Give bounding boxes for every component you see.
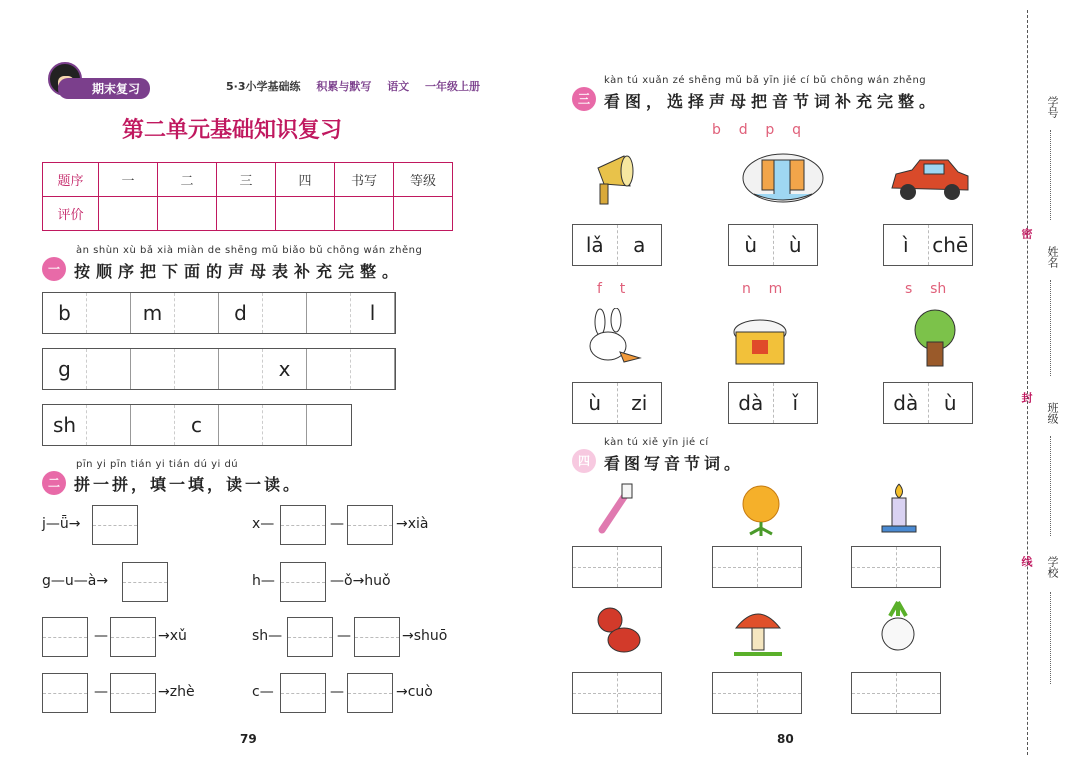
- header-book: 积累与默写: [316, 80, 372, 93]
- binding-line: [1027, 10, 1028, 755]
- syllable-part: chē: [932, 233, 969, 257]
- score-cell[interactable]: [276, 197, 335, 231]
- car-icon: [886, 154, 972, 206]
- consonant-blank[interactable]: [131, 349, 175, 389]
- syllable-part: dà: [884, 383, 929, 423]
- letter-choices-1: f t: [597, 281, 626, 297]
- spell-answer-box[interactable]: [287, 617, 333, 657]
- spell-label: →shuō: [402, 628, 448, 644]
- syllable-part: ǐ: [792, 391, 799, 415]
- consonant-blank[interactable]: [175, 293, 219, 333]
- consonant-blank[interactable]: [263, 293, 307, 333]
- syllable-box[interactable]: [572, 382, 662, 424]
- score-cell[interactable]: [158, 197, 217, 231]
- tree-icon: [902, 308, 968, 370]
- consonant-blank[interactable]: [219, 349, 263, 389]
- student-number-label: 学号: [1046, 96, 1059, 118]
- consonant-row-3: [42, 404, 352, 446]
- consonant-cell: l: [351, 293, 395, 333]
- consonant-blank[interactable]: [307, 405, 351, 445]
- score-header: 书写: [335, 163, 394, 197]
- consonant-blank[interactable]: [87, 293, 131, 333]
- spell-answer-box[interactable]: [110, 673, 156, 713]
- section1-number: 一: [42, 257, 66, 281]
- score-cell[interactable]: [335, 197, 394, 231]
- consonant-blank[interactable]: [131, 405, 175, 445]
- score-row-label: 评价: [43, 197, 99, 231]
- spell-label: —: [94, 628, 108, 644]
- syllable-part: ù: [943, 391, 957, 415]
- spell-answer-box[interactable]: [110, 617, 156, 657]
- spell-label: →xià: [396, 516, 429, 532]
- spell-label: c—: [252, 684, 274, 700]
- class-line[interactable]: [1050, 436, 1051, 536]
- page-number-left: 79: [240, 732, 257, 746]
- school-line[interactable]: [1050, 592, 1051, 684]
- seal-mark-xian: 线: [1020, 556, 1033, 567]
- letter-choices-2: n m: [742, 281, 783, 297]
- consonant-cell: b: [43, 293, 87, 333]
- score-cell[interactable]: [99, 197, 158, 231]
- spell-label: sh—: [252, 628, 283, 644]
- score-header: 二: [158, 163, 217, 197]
- consonant-blank[interactable]: [87, 349, 131, 389]
- consonant-blank[interactable]: [219, 405, 263, 445]
- spell-answer-box[interactable]: [354, 617, 400, 657]
- spell-label: j—ǖ→: [42, 516, 81, 532]
- waterfall-icon: [740, 150, 826, 208]
- consonant-row-2: [42, 348, 396, 390]
- section1-instruction: 按顺序把下面的声母表补充完整。: [74, 262, 405, 281]
- name-line[interactable]: [1050, 280, 1051, 376]
- radish-icon: [872, 598, 924, 660]
- spell-label: →cuò: [396, 684, 433, 700]
- page-number-right: 80: [777, 732, 794, 746]
- score-header: 等级: [394, 163, 453, 197]
- syllable-part: ì: [884, 225, 929, 265]
- write-box[interactable]: [851, 546, 941, 588]
- syllable-part: ù: [788, 233, 802, 257]
- review-badge: 期末复习: [58, 78, 150, 99]
- syllable-part: lǎ: [573, 225, 618, 265]
- score-header: 三: [217, 163, 276, 197]
- horn-icon: [590, 150, 640, 210]
- spell-label: —: [330, 516, 344, 532]
- consonant-row-1: [42, 292, 396, 334]
- write-box[interactable]: [572, 546, 662, 588]
- syllable-part: dà: [729, 383, 774, 423]
- consonant-cell: c: [175, 405, 219, 445]
- spell-answer-box[interactable]: [347, 673, 393, 713]
- score-header: 四: [276, 163, 335, 197]
- rice-bag-icon: [724, 310, 794, 372]
- consonant-cell: d: [219, 293, 263, 333]
- write-box[interactable]: [851, 672, 941, 714]
- consonant-blank[interactable]: [87, 405, 131, 445]
- section3-instruction: 看图，选择声母把音节词补充完整。: [604, 92, 941, 111]
- section1-pinyin: àn shùn xù bǎ xià miàn de shēng mǔ biǎo bǔ chōng wán zhěng: [76, 245, 423, 256]
- spell-label: →zhè: [158, 684, 195, 700]
- syllable-box[interactable]: [883, 224, 973, 266]
- score-header: 题序: [43, 163, 99, 197]
- spell-answer-box[interactable]: [280, 673, 326, 713]
- consonant-blank[interactable]: [351, 349, 395, 389]
- syllable-box[interactable]: [728, 382, 818, 424]
- spell-answer-box[interactable]: [92, 505, 138, 545]
- score-header: 一: [99, 163, 158, 197]
- header-grade: 一年级上册: [425, 80, 481, 93]
- mushroom-icon: [728, 600, 788, 660]
- spell-answer-box[interactable]: [42, 673, 88, 713]
- spell-label: →xǔ: [158, 628, 187, 644]
- consonant-cell: x: [263, 349, 307, 389]
- seal-mark-mi: 密: [1020, 228, 1033, 239]
- write-box[interactable]: [712, 672, 802, 714]
- spell-label: x—: [252, 516, 275, 532]
- consonant-cell: m: [131, 293, 175, 333]
- syllable-box[interactable]: [883, 382, 973, 424]
- spell-answer-box[interactable]: [122, 562, 168, 602]
- consonant-cell: g: [43, 349, 87, 389]
- header-info: [226, 78, 480, 94]
- name-label: 姓名: [1046, 246, 1059, 268]
- header-series: 5·3小学基础练: [226, 80, 301, 93]
- class-label: 班级: [1046, 402, 1059, 424]
- syllable-part: ù: [729, 225, 774, 265]
- section4-number: 四: [572, 449, 596, 473]
- seal-mark-feng: 封: [1020, 392, 1033, 403]
- consonant-blank[interactable]: [175, 349, 219, 389]
- student-number-line[interactable]: [1050, 130, 1051, 220]
- spell-answer-box[interactable]: [347, 505, 393, 545]
- section2-pinyin: pīn yi pīn tián yi tián dú yi dú: [76, 459, 239, 470]
- section3-pinyin: kàn tú xuǎn zé shēng mǔ bǎ yīn jié cí bǔ chōng wán zhěng: [604, 75, 927, 86]
- consonant-blank[interactable]: [263, 405, 307, 445]
- write-box[interactable]: [572, 672, 662, 714]
- spell-label: g—u—à→: [42, 573, 109, 589]
- syllable-part: ù: [573, 383, 618, 423]
- score-table: [42, 162, 453, 231]
- syllable-box[interactable]: [728, 224, 818, 266]
- spell-answer-box[interactable]: [280, 562, 326, 602]
- consonant-blank[interactable]: [307, 349, 351, 389]
- header-subject: 语文: [387, 80, 410, 93]
- consonant-cell: sh: [43, 405, 87, 445]
- section2-instruction: 拼一拼，填一填，读一读。: [74, 475, 303, 494]
- letter-choices-3: s sh: [905, 281, 947, 297]
- page-title: 第二单元基础知识复习: [122, 118, 343, 143]
- rabbit-icon: [580, 308, 644, 368]
- section2-number: 二: [42, 471, 66, 495]
- score-cell[interactable]: [394, 197, 453, 231]
- section4-instruction: 看图写音节词。: [604, 454, 745, 473]
- consonant-blank[interactable]: [307, 293, 351, 333]
- spell-label: —ǒ→huǒ: [330, 573, 391, 589]
- candle-icon: [876, 480, 922, 538]
- spell-answer-box[interactable]: [42, 617, 88, 657]
- letter-choices-top: b d p q: [712, 122, 801, 138]
- spell-answer-box[interactable]: [280, 505, 326, 545]
- spell-label: —: [94, 684, 108, 700]
- score-cell[interactable]: [217, 197, 276, 231]
- spell-label: —: [330, 684, 344, 700]
- spell-label: —: [337, 628, 351, 644]
- section4-pinyin: kàn tú xiě yīn jié cí: [604, 437, 709, 448]
- spell-label: h—: [252, 573, 275, 589]
- section3-number: 三: [572, 87, 596, 111]
- syllable-part: a: [633, 233, 646, 257]
- syllable-box[interactable]: [572, 224, 662, 266]
- chrysanthemum-icon: [730, 482, 792, 538]
- ant-icon: [588, 600, 648, 660]
- write-box[interactable]: [712, 546, 802, 588]
- toothbrush-icon: [592, 480, 642, 538]
- syllable-part: zi: [631, 391, 648, 415]
- school-label: 学校: [1046, 556, 1059, 578]
